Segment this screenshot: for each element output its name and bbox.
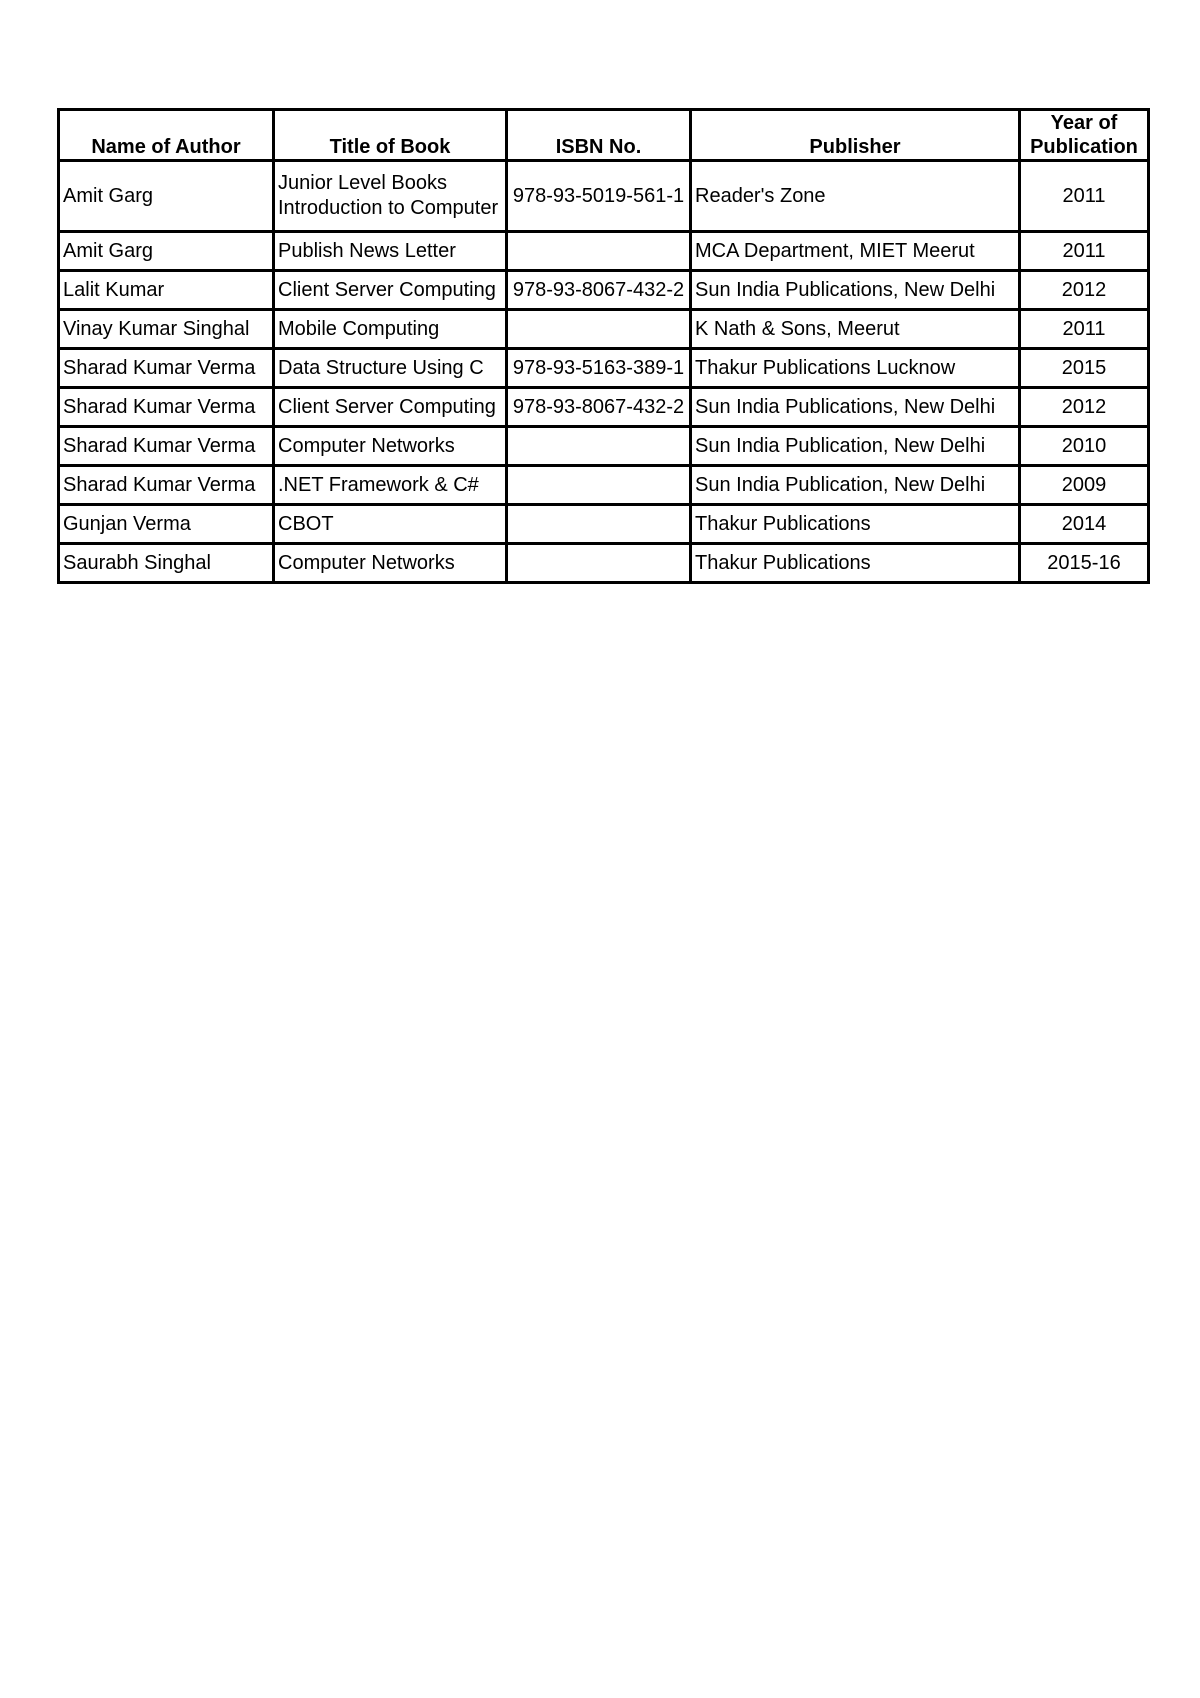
isbn-cell: 978-93-5163-389-1 (507, 349, 691, 388)
year-cell: 2015-16 (1020, 544, 1149, 583)
author-cell: Sharad Kumar Verma (59, 349, 274, 388)
title-cell: Client Server Computing (274, 271, 507, 310)
title-cell: .NET Framework & C# (274, 466, 507, 505)
author-cell: Sharad Kumar Verma (59, 388, 274, 427)
table-row (59, 505, 1149, 544)
year-cell: 2014 (1020, 505, 1149, 544)
header-author: Name of Author (59, 110, 274, 161)
title-cell: Junior Level Books Introduction to Computer (274, 161, 507, 232)
author-cell: Amit Garg (59, 232, 274, 271)
year-cell: 2011 (1020, 310, 1149, 349)
year-cell: 2011 (1020, 161, 1149, 232)
publisher-cell: Reader's Zone (691, 161, 1020, 232)
table-row (59, 427, 1149, 466)
title-cell: Publish News Letter (274, 232, 507, 271)
author-cell: Saurabh Singhal (59, 544, 274, 583)
year-cell: 2012 (1020, 388, 1149, 427)
isbn-cell (507, 427, 691, 466)
table-row (59, 232, 1149, 271)
isbn-cell: 978-93-8067-432-2 (507, 271, 691, 310)
title-cell: Data Structure Using C (274, 349, 507, 388)
year-cell: 2009 (1020, 466, 1149, 505)
title-cell: CBOT (274, 505, 507, 544)
table-row (59, 310, 1149, 349)
author-cell: Sharad Kumar Verma (59, 466, 274, 505)
title-cell: Computer Networks (274, 544, 507, 583)
table-header-row (59, 110, 1149, 161)
author-cell: Amit Garg (59, 161, 274, 232)
year-cell: 2011 (1020, 232, 1149, 271)
header-year: Year of Publication (1020, 110, 1149, 161)
title-cell: Client Server Computing (274, 388, 507, 427)
publisher-cell: Thakur Publications (691, 505, 1020, 544)
table-row (59, 271, 1149, 310)
isbn-cell (507, 544, 691, 583)
publisher-cell: Sun India Publication, New Delhi (691, 427, 1020, 466)
title-cell: Mobile Computing (274, 310, 507, 349)
table-row (59, 388, 1149, 427)
header-isbn: ISBN No. (507, 110, 691, 161)
isbn-cell (507, 505, 691, 544)
header-title: Title of Book (274, 110, 507, 161)
publisher-cell: K Nath & Sons, Meerut (691, 310, 1020, 349)
books-table (57, 108, 1150, 584)
isbn-cell: 978-93-5019-561-1 (507, 161, 691, 232)
publisher-cell: Sun India Publication, New Delhi (691, 466, 1020, 505)
title-cell: Computer Networks (274, 427, 507, 466)
table-row (59, 161, 1149, 232)
year-cell: 2010 (1020, 427, 1149, 466)
isbn-cell: 978-93-8067-432-2 (507, 388, 691, 427)
publisher-cell: Sun India Publications, New Delhi (691, 271, 1020, 310)
isbn-cell (507, 310, 691, 349)
author-cell: Sharad Kumar Verma (59, 427, 274, 466)
table-row (59, 349, 1149, 388)
year-cell: 2012 (1020, 271, 1149, 310)
table-row (59, 544, 1149, 583)
books-sheet (57, 108, 1147, 584)
publisher-cell: MCA Department, MIET Meerut (691, 232, 1020, 271)
publisher-cell: Sun India Publications, New Delhi (691, 388, 1020, 427)
publisher-cell: Thakur Publications (691, 544, 1020, 583)
author-cell: Lalit Kumar (59, 271, 274, 310)
header-publisher: Publisher (691, 110, 1020, 161)
isbn-cell (507, 232, 691, 271)
isbn-cell (507, 466, 691, 505)
table-row (59, 466, 1149, 505)
year-cell: 2015 (1020, 349, 1149, 388)
author-cell: Vinay Kumar Singhal (59, 310, 274, 349)
author-cell: Gunjan Verma (59, 505, 274, 544)
publisher-cell: Thakur Publications Lucknow (691, 349, 1020, 388)
